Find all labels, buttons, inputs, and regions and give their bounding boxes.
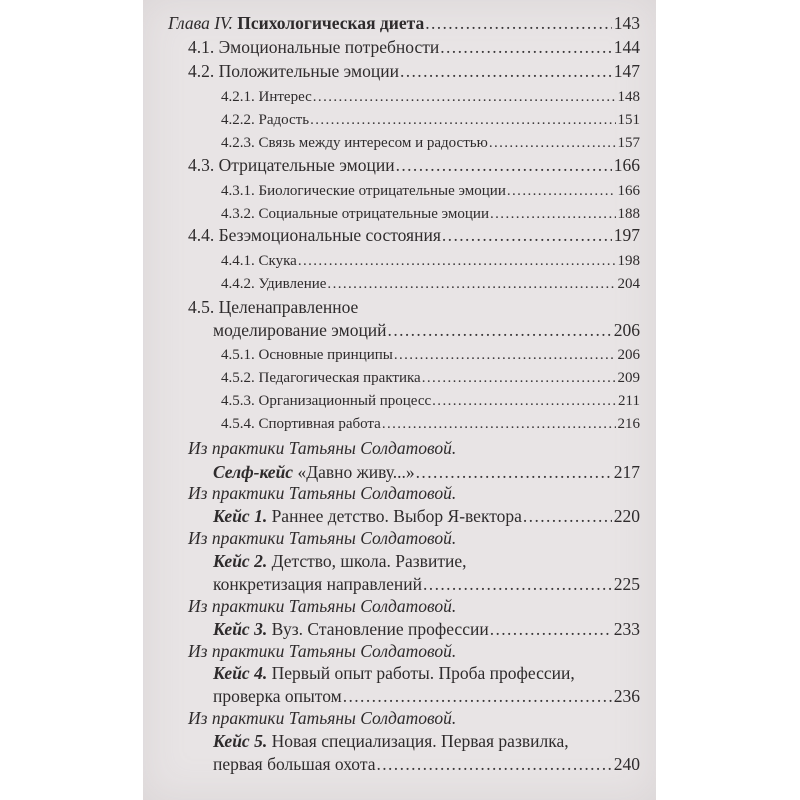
leader-dots bbox=[507, 183, 616, 200]
toc-chapter bbox=[168, 12, 640, 34]
entry-number: 4.5.2. bbox=[221, 370, 255, 386]
chapter-prefix: Глава IV. bbox=[168, 13, 233, 33]
case-entry bbox=[213, 505, 640, 527]
case-title: «Давно живу...» bbox=[297, 462, 415, 482]
leader-dots bbox=[327, 276, 615, 293]
entry-title: Основные принципы bbox=[258, 347, 393, 363]
entry-number: 4.3.2. bbox=[221, 206, 255, 222]
leader-dots bbox=[489, 135, 616, 152]
case-entry bbox=[213, 730, 640, 752]
case-entry-continuation bbox=[213, 573, 640, 595]
entry-title-line2: моделирование эмоций bbox=[213, 320, 387, 340]
entry-number: 4.4.2. bbox=[221, 276, 255, 292]
entry-number: 4.5.3. bbox=[221, 393, 255, 409]
entry-title: Удивление bbox=[258, 276, 327, 292]
entry-number: 4.1. bbox=[188, 37, 215, 57]
page-number: 157 bbox=[617, 135, 640, 151]
page-number: 206 bbox=[617, 347, 640, 363]
case-title: Первый опыт работы. Проба профессии, bbox=[271, 663, 575, 683]
case-title: Вуз. Становление профессии bbox=[271, 619, 489, 639]
toc-subentry bbox=[221, 271, 640, 293]
toc-entry bbox=[188, 296, 640, 318]
page-number: 166 bbox=[617, 183, 640, 199]
book-page bbox=[143, 0, 656, 800]
chapter-title: Психологическая диета bbox=[237, 13, 425, 33]
case-intro-text: Из практики Татьяны Солдатовой. bbox=[188, 641, 457, 661]
entry-number: 4.2. bbox=[188, 61, 215, 81]
case-intro-text: Из практики Татьяны Солдатовой. bbox=[188, 483, 457, 503]
case-intro-text: Из практики Татьяны Солдатовой. bbox=[188, 708, 457, 728]
leader-dots bbox=[396, 155, 612, 176]
page-number: 188 bbox=[617, 206, 640, 222]
case-title: Новая специализация. Первая развилка, bbox=[271, 731, 569, 751]
page-number: 198 bbox=[617, 253, 640, 269]
entry-number: 4.3.1. bbox=[221, 183, 255, 199]
page-number: 148 bbox=[617, 89, 640, 105]
page-number: 236 bbox=[613, 686, 640, 706]
case-intro-text: Из практики Татьяны Солдатовой. bbox=[188, 596, 457, 616]
toc-entry bbox=[188, 60, 640, 82]
page-number: 144 bbox=[613, 37, 640, 57]
entry-number: 4.2.2. bbox=[221, 112, 255, 128]
toc-subentry bbox=[221, 130, 640, 152]
entry-number: 4.2.3. bbox=[221, 135, 255, 151]
entry-number: 4.4. bbox=[188, 225, 215, 245]
leader-dots bbox=[432, 393, 616, 410]
case-label: Кейс 4. bbox=[213, 663, 268, 683]
entry-number: 4.5. bbox=[188, 297, 215, 317]
page-number: 209 bbox=[617, 370, 640, 386]
toc-entry bbox=[188, 154, 640, 176]
entry-number: 4.2.1. bbox=[221, 89, 255, 105]
entry-title: Безэмоциональные состояния bbox=[218, 225, 441, 245]
leader-dots bbox=[422, 370, 616, 387]
toc-subentry bbox=[221, 107, 640, 129]
entry-title: Связь между интересом и радостью bbox=[258, 135, 488, 151]
page-number: 166 bbox=[613, 155, 640, 175]
case-title-line2: первая большая охота bbox=[213, 754, 376, 774]
leader-dots bbox=[490, 206, 616, 223]
case-intro bbox=[188, 437, 640, 459]
case-label: Кейс 5. bbox=[213, 731, 268, 751]
entry-title: Социальные отрицательные эмоции bbox=[258, 206, 489, 222]
case-entry-continuation bbox=[213, 685, 640, 707]
case-title: Детство, школа. Развитие, bbox=[271, 551, 467, 571]
leader-dots bbox=[416, 462, 612, 483]
page-number: 217 bbox=[613, 462, 640, 482]
case-entry bbox=[213, 461, 640, 483]
toc-subentry bbox=[221, 365, 640, 387]
case-intro bbox=[188, 527, 640, 549]
case-entry bbox=[213, 662, 640, 684]
case-intro bbox=[188, 482, 640, 504]
case-label: Кейс 2. bbox=[213, 551, 268, 571]
page-number: 225 bbox=[613, 574, 640, 594]
case-entry-continuation bbox=[213, 753, 640, 775]
leader-dots bbox=[442, 225, 612, 246]
leader-dots bbox=[400, 61, 612, 82]
leader-dots bbox=[490, 619, 612, 640]
page-number: 220 bbox=[613, 506, 640, 526]
page-number: 206 bbox=[613, 320, 640, 340]
leader-dots bbox=[440, 37, 612, 58]
leader-dots bbox=[376, 754, 611, 775]
case-label: Кейс 1. bbox=[213, 506, 268, 526]
entry-title: Эмоциональные потребности bbox=[218, 37, 440, 57]
leader-dots bbox=[523, 506, 612, 527]
leader-dots bbox=[425, 13, 612, 34]
case-label: Кейс 3. bbox=[213, 619, 268, 639]
leader-dots bbox=[343, 686, 612, 707]
leader-dots bbox=[382, 416, 616, 433]
toc-subentry bbox=[221, 342, 640, 364]
page-number: 216 bbox=[617, 416, 640, 432]
case-title: Раннее детство. Выбор Я-вектора bbox=[271, 506, 522, 526]
page-number: 151 bbox=[617, 112, 640, 128]
case-entry bbox=[213, 550, 640, 572]
case-intro bbox=[188, 595, 640, 617]
entry-number: 4.5.1. bbox=[221, 347, 255, 363]
toc-subentry bbox=[221, 411, 640, 433]
page-number: 147 bbox=[613, 61, 640, 81]
leader-dots bbox=[388, 320, 612, 341]
entry-title: Интерес bbox=[258, 89, 312, 105]
toc-subentry bbox=[221, 388, 640, 410]
page-number: 211 bbox=[618, 393, 640, 409]
toc-entry bbox=[188, 224, 640, 246]
entry-title: Положительные эмоции bbox=[218, 61, 399, 81]
entry-title: Скука bbox=[258, 253, 297, 269]
page-number: 197 bbox=[613, 225, 640, 245]
page-number: 233 bbox=[613, 619, 640, 639]
leader-dots bbox=[313, 89, 616, 106]
toc-subentry bbox=[221, 84, 640, 106]
page-number: 240 bbox=[613, 754, 640, 774]
entry-title: Педагогическая практика bbox=[258, 370, 421, 386]
toc-subentry bbox=[221, 178, 640, 200]
entry-number: 4.3. bbox=[188, 155, 215, 175]
toc-subentry bbox=[221, 248, 640, 270]
case-label: Селф-кейс bbox=[213, 462, 294, 482]
entry-title: Радость bbox=[258, 112, 310, 128]
entry-title: Биологические отрицательные эмоции bbox=[258, 183, 506, 199]
entry-title: Организационный процесс bbox=[258, 393, 432, 409]
entry-number: 4.5.4. bbox=[221, 416, 255, 432]
toc-entry bbox=[188, 36, 640, 58]
case-entry bbox=[213, 618, 640, 640]
entry-number: 4.4.1. bbox=[221, 253, 255, 269]
case-title-line2: конкретизация направлений bbox=[213, 574, 423, 594]
leader-dots bbox=[298, 253, 616, 270]
case-title-line2: проверка опытом bbox=[213, 686, 342, 706]
toc-entry-continuation bbox=[213, 319, 640, 341]
entry-title: Отрицательные эмоции bbox=[218, 155, 395, 175]
case-intro-text: Из практики Татьяны Солдатовой. bbox=[188, 438, 457, 458]
entry-title: Целенаправленное bbox=[218, 297, 359, 317]
case-intro bbox=[188, 640, 640, 662]
case-intro-text: Из практики Татьяны Солдатовой. bbox=[188, 528, 457, 548]
leader-dots bbox=[423, 574, 612, 595]
toc-subentry bbox=[221, 201, 640, 223]
case-intro bbox=[188, 707, 640, 729]
page-number: 204 bbox=[617, 276, 640, 292]
entry-title: Спортивная работа bbox=[258, 416, 381, 432]
leader-dots bbox=[310, 112, 615, 129]
page-number: 143 bbox=[613, 13, 640, 33]
leader-dots bbox=[394, 347, 616, 364]
